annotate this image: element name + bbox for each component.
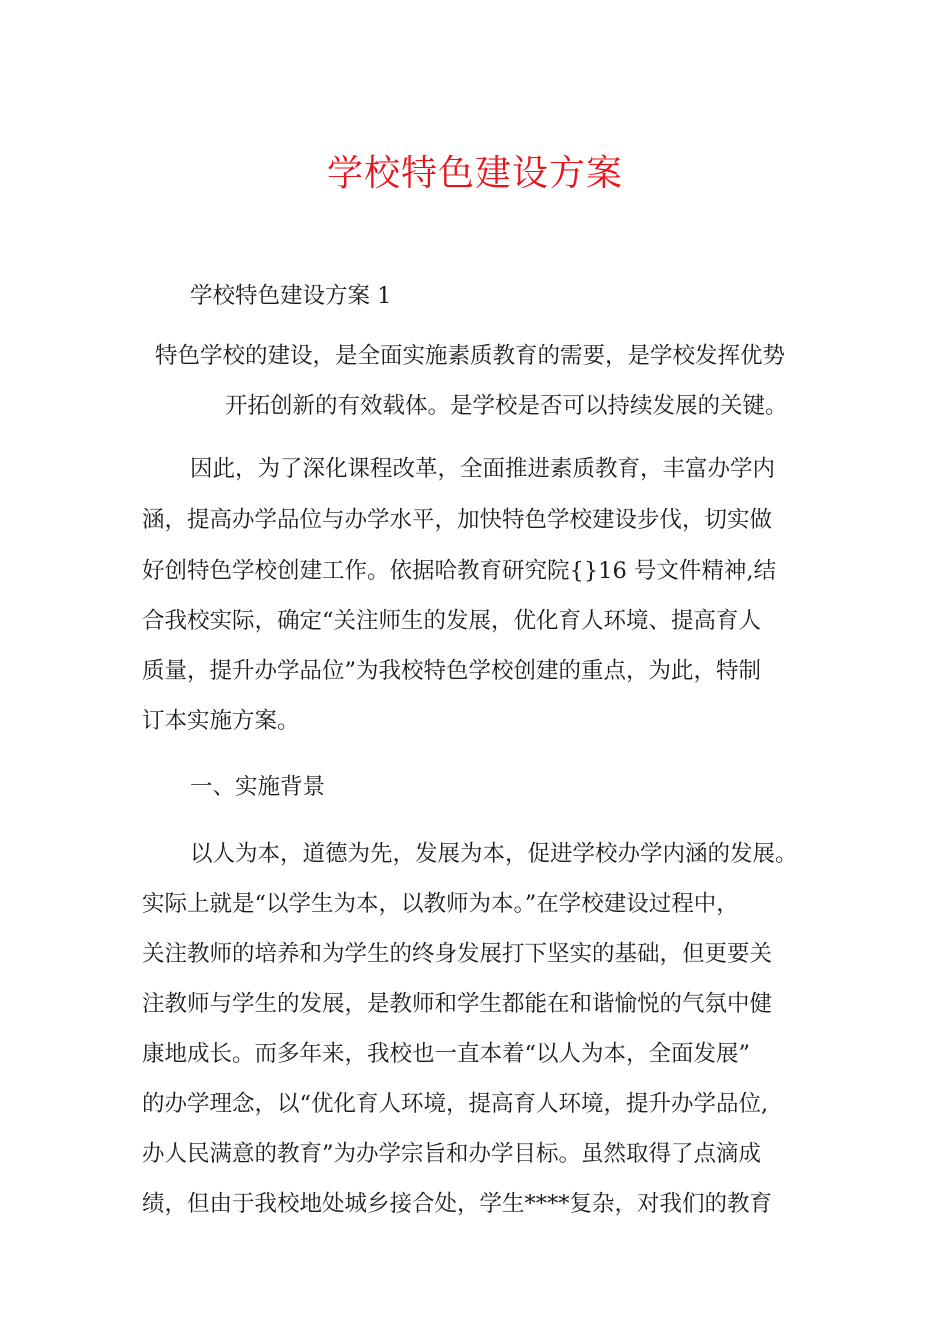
paragraph-line: 实际上就是“以学生为本，以教师为本。”在学校建设过程中， — [142, 891, 739, 917]
paragraph-line: 绩，但由于我校地处城乡接合处，学生****复杂，对我们的教育 — [142, 1191, 773, 1217]
paragraph-line: 质量，提升办学品位”为我校特色学校创建的重点，为此，特制 — [142, 658, 762, 684]
paragraph-line: 康地成长。而多年来，我校也一直本着“以人为本，全面发展” — [142, 1041, 751, 1067]
paragraph-line: 订本实施方案。 — [142, 708, 300, 734]
paragraph-line: 开拓创新的有效载体。是学校是否可以持续发展的关键。 — [225, 393, 788, 419]
paragraph-line: 办人民满意的教育”为办学宗旨和办学目标。虽然取得了点滴成 — [142, 1141, 762, 1167]
paragraph-line: 涵，提高办学品位与办学水平，加快特色学校建设步伐，切实做 — [142, 507, 773, 533]
paragraph-line: 好创特色学校创建工作。依据哈教育研究院{}16 号文件精神,结 — [142, 558, 777, 584]
paragraph-line: 特色学校的建设，是全面实施素质教育的需要，是学校发挥优势 — [155, 343, 786, 369]
section-heading-plan-1: 学校特色建设方案 1 — [190, 283, 392, 309]
document-title: 学校特色建设方案 — [326, 153, 623, 194]
paragraph-line: 合我校实际，确定“关注师生的发展，优化育人环境、提高育人 — [142, 608, 762, 634]
paragraph-line: 关注教师的培养和为学生的终身发展打下坚实的基础，但更要关 — [142, 941, 773, 967]
paragraph-line: 注教师与学生的发展，是教师和学生都能在和谐愉悦的气氛中健 — [142, 991, 773, 1017]
paragraph-line: 以人为本，道德为先，发展为本，促进学校办学内涵的发展。 — [190, 841, 798, 867]
section-heading-background: 一、实施背景 — [190, 774, 326, 800]
paragraph-line: 的办学理念，以“优化育人环境，提高育人环境，提升办学品位, — [142, 1091, 769, 1117]
paragraph-line: 因此，为了深化课程改革，全面推进素质教育，丰富办学内 — [190, 456, 776, 482]
